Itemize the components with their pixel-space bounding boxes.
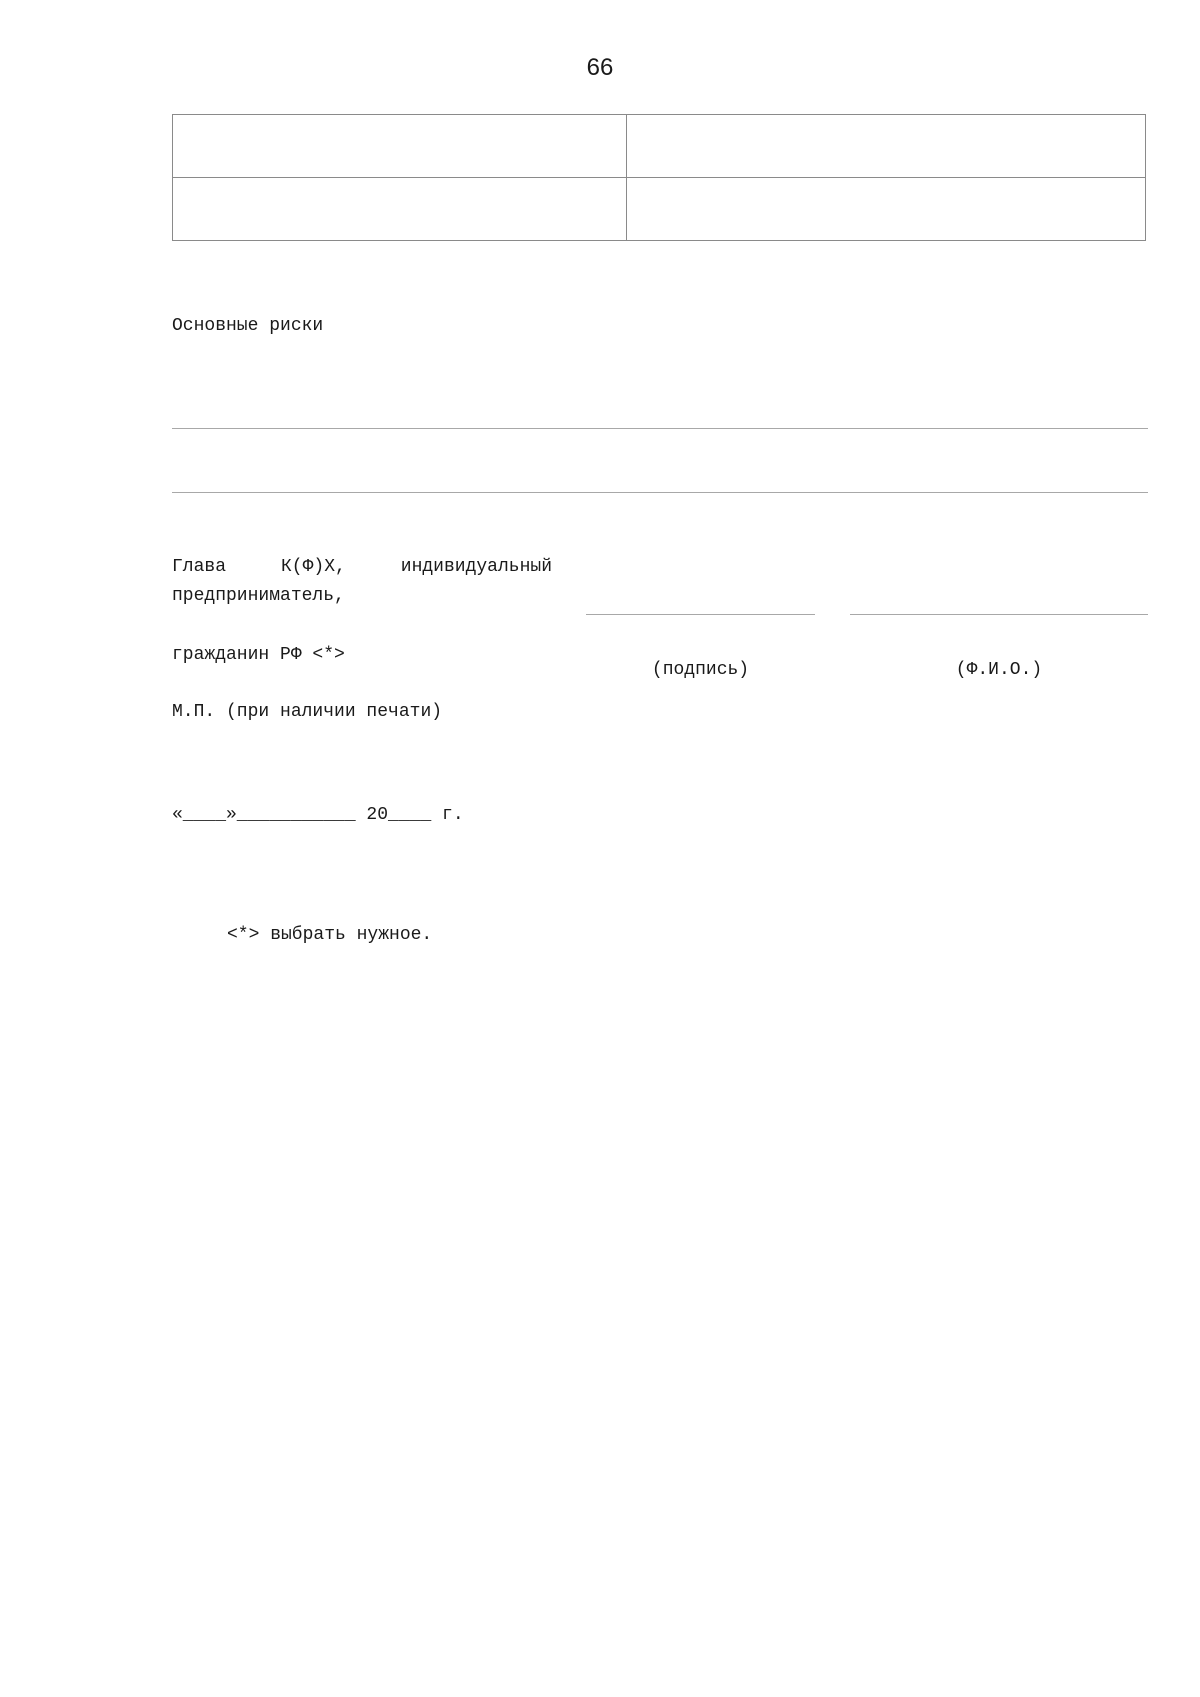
name-caption: (Ф.И.О.) bbox=[955, 660, 1043, 680]
page-number: 66 bbox=[586, 54, 614, 81]
table-cell bbox=[173, 115, 627, 178]
name-line bbox=[850, 614, 1148, 615]
risks-label: Основные риски bbox=[172, 316, 324, 336]
signer-title-word: индивидуальный bbox=[400, 557, 552, 577]
table-cell bbox=[173, 178, 627, 241]
footnote: <*> выбрать нужное. bbox=[227, 925, 433, 945]
table-row bbox=[173, 115, 1146, 178]
signer-title-line-2: предприниматель, bbox=[172, 586, 345, 606]
info-table bbox=[172, 114, 1146, 241]
signature-line bbox=[586, 614, 815, 615]
signer-title-word: К(Ф)Х, bbox=[280, 557, 346, 577]
signer-title-line-3: гражданин РФ <*> bbox=[172, 645, 345, 665]
risks-blank-line-1 bbox=[172, 428, 1148, 429]
date-line: «____»___________ 20____ г. bbox=[172, 805, 464, 825]
signer-title-word: Глава bbox=[172, 557, 227, 577]
stamp-note: М.П. (при наличии печати) bbox=[172, 702, 443, 722]
signature-caption: (подпись) bbox=[651, 660, 750, 680]
signer-title-line-1 bbox=[172, 553, 552, 581]
risks-blank-line-2 bbox=[172, 492, 1148, 493]
table-cell bbox=[627, 178, 1146, 241]
table-row bbox=[173, 178, 1146, 241]
table-cell bbox=[627, 115, 1146, 178]
